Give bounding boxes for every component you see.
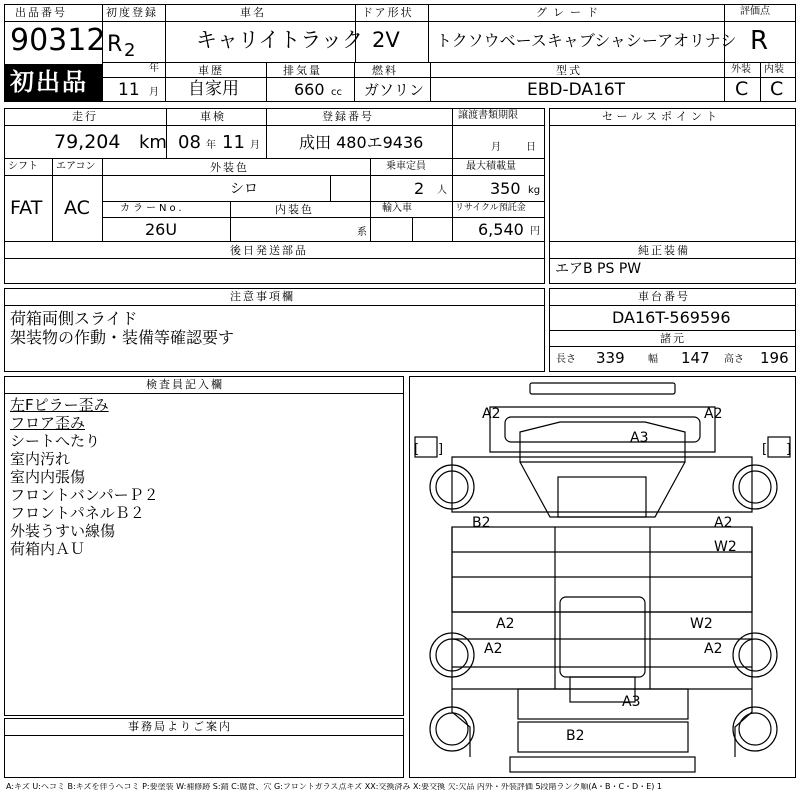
month-unit: 月 <box>149 87 159 98</box>
equipment-value: エアB PS PW <box>555 261 642 277</box>
damage-mark-a3-bottom: A3 <box>622 694 641 710</box>
interior-label: 内装 <box>764 64 784 75</box>
color-no-value: 26U <box>145 220 178 239</box>
fuel-value: ガソリン <box>364 81 425 99</box>
plate-label: 登録番号 <box>322 110 374 123</box>
transfer-day-unit: 日 <box>526 142 536 153</box>
inspector-line-8: 外装うすい線傷 <box>10 522 116 540</box>
bracket-left-close: ] <box>438 442 444 457</box>
damage-mark-a2-midleft: A2 <box>496 616 515 632</box>
interior-grade: C <box>770 78 784 100</box>
car-name: キャリイトラック <box>196 28 363 52</box>
inspector-line-7: フロントパネルＢ２ <box>10 504 145 522</box>
inspection-year-unit: 年 <box>206 140 216 151</box>
damage-mark-a2-rearright: A2 <box>704 641 723 657</box>
inspector-line-5: 室内内張傷 <box>10 468 86 486</box>
first-reg-label: 初度登録 <box>106 6 158 19</box>
color-no-label: カラーNo. <box>120 203 185 214</box>
interior-suffix: 系 <box>357 227 367 238</box>
mileage-unit: km <box>139 132 167 153</box>
damage-mark-a2-rearleft: A2 <box>484 641 503 657</box>
mileage-value: 79,204 <box>54 131 121 153</box>
bracket-right-open: [ <box>762 442 768 457</box>
era-year: 2 <box>124 40 136 61</box>
height-label: 高さ <box>724 354 744 365</box>
displacement-label: 排気量 <box>283 64 322 77</box>
recycle-label: リサイクル預託金 <box>455 203 526 213</box>
recycle-unit: 円 <box>530 226 540 237</box>
door-value: 2V <box>372 28 400 52</box>
inspector-line-4: 室内汚れ <box>10 450 71 468</box>
interior-color-label: 内装色 <box>275 203 314 216</box>
lot-label: 出品番号 <box>15 6 67 19</box>
damage-mark-w2-right: W2 <box>714 539 737 555</box>
notes-line-2: 架装物の作動・装備等確認要す <box>10 328 235 347</box>
shift-label: シフト <box>8 161 38 172</box>
damage-mark-a2-right: A2 <box>714 515 733 531</box>
inspector-line-3: シートへたり <box>10 432 101 450</box>
damage-mark-w2-midright: W2 <box>690 616 713 632</box>
inspection-label: 車検 <box>200 110 226 123</box>
bracket-left-open: [ <box>414 442 420 457</box>
later-parts-label: 後日発送部品 <box>230 244 308 257</box>
height-value: 196 <box>760 349 789 367</box>
score-value: R <box>750 26 769 56</box>
inspector-line-2: フロア歪み <box>10 414 86 432</box>
bracket-right-close: ] <box>786 442 792 457</box>
import-label: 輸入車 <box>382 203 412 214</box>
equipment-label: 純正装備 <box>638 244 690 257</box>
recycle-value: 6,540 <box>478 220 524 239</box>
year-unit: 年 <box>149 63 159 74</box>
shift-value: FAT <box>10 197 43 219</box>
lot-number: 90312 <box>10 23 106 58</box>
inspector-line-9: 荷箱内ＡＵ <box>10 540 86 558</box>
transfer-month-unit: 月 <box>491 142 501 153</box>
era-letter: R <box>107 32 123 57</box>
notes-line-1: 荷箱両側スライド <box>10 309 138 328</box>
capacity-unit: 人 <box>437 185 447 196</box>
notes-label: 注意事項欄 <box>230 290 295 303</box>
door-label: ドア形状 <box>362 6 414 19</box>
vehicle-diagram <box>409 376 796 778</box>
exterior-label: 外装 <box>731 64 751 75</box>
first-listing-text: 初出品 <box>10 68 88 96</box>
transfer-label: 譲渡書類期限 <box>458 110 518 121</box>
grade-value: トクソウベースキャブシャシーアオリナシ <box>436 31 737 50</box>
truck-outline <box>410 377 797 779</box>
damage-mark-a2-fl: A2 <box>482 406 501 422</box>
legend-text: A:キズ U:ヘコミ B:キズを伴うヘコミ P:要塗装 W:補修跡 S:錆 C:腐食、穴 G:フロントガラス点キズ XX:交換済み X:要交換 欠:欠品 内外・外装評価 5段階ランク順(A・B・C・D・E) 1 <box>6 783 663 791</box>
mileage-label: 走行 <box>72 110 98 123</box>
damage-mark-b2-rear: B2 <box>566 728 585 744</box>
inspection-month-unit: 月 <box>250 140 260 151</box>
load-value: 350 <box>490 179 521 198</box>
color-value: シロ <box>230 181 258 197</box>
capacity-value: 2 <box>414 179 425 198</box>
inspector-label: 検査員記入欄 <box>146 378 224 391</box>
model-label: 型式 <box>556 64 582 77</box>
inspector-line-6: フロントバンパーＰ２ <box>10 486 159 504</box>
sales-points-label: セールスポイント <box>602 110 722 123</box>
damage-mark-b2-left: B2 <box>472 515 491 531</box>
dims-label: 諸元 <box>660 332 686 345</box>
ac-label: エアコン <box>56 161 96 172</box>
width-label: 幅 <box>648 354 658 365</box>
damage-mark-a3-top: A3 <box>630 430 649 446</box>
grade-label: グレード <box>536 6 604 19</box>
capacity-label: 乗車定員 <box>386 161 426 172</box>
inspection-month: 11 <box>222 132 245 153</box>
length-label: 長さ <box>556 354 576 365</box>
inspector-line-1: 左Fピラー歪み <box>10 396 109 414</box>
history-label: 車歴 <box>198 64 224 77</box>
exterior-grade: C <box>735 78 749 100</box>
load-unit: kg <box>528 185 541 196</box>
length-value: 339 <box>596 349 625 367</box>
damage-mark-a2-fr: A2 <box>704 406 723 422</box>
displacement-value: 660 <box>294 80 325 99</box>
history-value: 自家用 <box>188 79 239 99</box>
reg-month: 11 <box>118 80 140 100</box>
width-value: 147 <box>681 349 710 367</box>
fuel-label: 燃料 <box>372 64 398 77</box>
inspection-year: 08 <box>178 132 201 153</box>
chassis-number: DA16T-569596 <box>612 308 731 327</box>
model-value: EBD-DA16T <box>527 80 626 100</box>
office-label: 事務局よりご案内 <box>128 720 232 733</box>
color-label: 外装色 <box>210 161 249 174</box>
score-label: 評価点 <box>740 6 770 17</box>
ac-value: AC <box>64 197 90 219</box>
chassis-label: 車台番号 <box>638 290 690 303</box>
displacement-unit: cc <box>331 87 342 98</box>
load-label: 最大積載量 <box>466 161 516 172</box>
first-listing-badge <box>4 64 102 102</box>
car-name-label: 車名 <box>240 6 266 19</box>
plate-value: 成田 480エ9436 <box>299 133 424 152</box>
